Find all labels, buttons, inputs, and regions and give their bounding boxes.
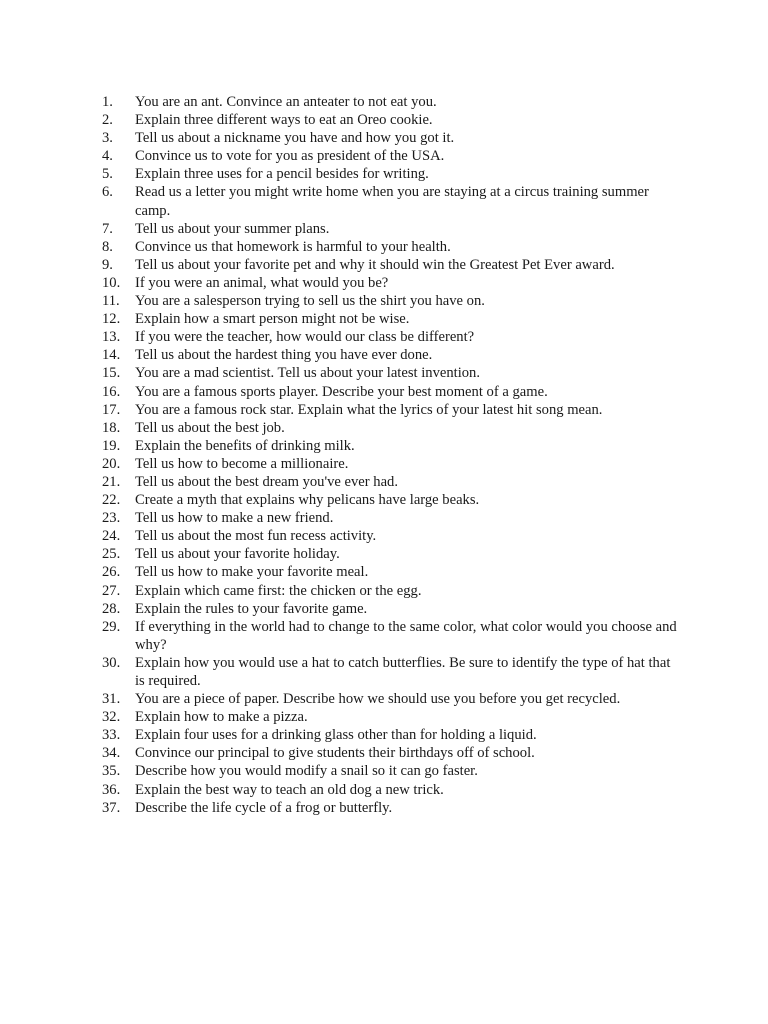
prompt-text: Explain three different ways to eat an Oreo cookie. xyxy=(135,112,433,129)
prompt-text: Tell us about the best dream you've ever had. xyxy=(135,473,398,490)
prompt-item xyxy=(102,238,682,256)
prompt-number: 37. xyxy=(102,799,121,816)
prompt-item xyxy=(102,654,682,690)
prompt-text: Tell us about a nickname you have and how you got it. xyxy=(135,130,455,147)
prompt-item xyxy=(102,147,682,165)
prompt-number: 11. xyxy=(102,293,120,310)
prompt-item xyxy=(102,383,682,401)
prompt-item xyxy=(102,419,682,437)
prompt-item xyxy=(102,545,682,563)
prompt-item xyxy=(102,762,682,780)
prompt-number: 18. xyxy=(102,419,121,436)
prompt-item xyxy=(102,509,682,527)
prompt-item xyxy=(102,799,682,817)
prompt-text: You are an ant. Convince an anteater to not eat you. xyxy=(135,94,437,110)
prompt-text: Convince our principal to give students their birthdays off of school. xyxy=(135,745,535,762)
prompt-item xyxy=(102,183,682,219)
prompt-item xyxy=(102,93,682,111)
prompt-number: 32. xyxy=(102,709,121,726)
prompt-text: Explain how a smart person might not be wise. xyxy=(135,311,410,328)
prompt-text: Tell us how to become a millionaire. xyxy=(135,455,349,472)
prompt-item xyxy=(102,781,682,799)
prompt-number: 13. xyxy=(102,329,121,346)
prompt-item xyxy=(102,328,682,346)
prompt-text: Explain the rules to your favorite game. xyxy=(135,600,368,617)
prompt-number: 19. xyxy=(102,437,121,454)
prompt-number: 34. xyxy=(102,745,121,762)
prompt-number: 23. xyxy=(102,510,121,527)
prompt-item xyxy=(102,129,682,147)
prompt-number: 14. xyxy=(102,347,121,364)
prompt-number: 25. xyxy=(102,546,121,563)
prompt-text: Tell us about the best job. xyxy=(135,419,285,436)
prompt-number: 7. xyxy=(102,220,113,237)
prompt-number: 21. xyxy=(102,473,121,490)
prompt-item xyxy=(102,401,682,419)
prompt-number: 3. xyxy=(102,130,113,147)
prompt-item xyxy=(102,346,682,364)
prompt-text: Tell us about your favorite pet and why it should win the Greatest Pet Ever award. xyxy=(135,256,615,273)
prompt-item xyxy=(102,582,682,600)
prompt-text: Explain the best way to teach an old dog a new trick. xyxy=(135,781,444,798)
prompt-item xyxy=(102,111,682,129)
prompt-number: 8. xyxy=(102,238,113,255)
prompt-number: 22. xyxy=(102,492,121,509)
prompt-number: 15. xyxy=(102,365,121,382)
prompt-item xyxy=(102,220,682,238)
prompt-number: 5. xyxy=(102,166,113,183)
prompt-item xyxy=(102,563,682,581)
prompt-item xyxy=(102,708,682,726)
prompt-text: You are a piece of paper. Describe how we should use you before you get recycled. xyxy=(135,691,621,708)
prompt-item xyxy=(102,690,682,708)
prompt-item xyxy=(102,491,682,509)
prompt-text: You are a salesperson trying to sell us the shirt you have on. xyxy=(135,293,485,310)
prompt-text: Explain how to make a pizza. xyxy=(135,709,308,726)
prompt-text: Tell us about your favorite holiday. xyxy=(135,546,340,563)
prompt-text: Convince us that homework is harmful to your health. xyxy=(135,238,451,255)
prompt-text: Tell us how to make your favorite meal. xyxy=(135,564,369,581)
prompt-text: Explain the benefits of drinking milk. xyxy=(135,437,355,454)
prompt-item xyxy=(102,165,682,183)
prompt-text: Tell us about your summer plans. xyxy=(135,220,330,237)
prompt-number: 16. xyxy=(102,383,121,400)
prompt-item xyxy=(102,256,682,274)
prompt-number: 30. xyxy=(102,654,121,671)
prompt-text: If everything in the world had to change to the same color, what color would you choose and why? xyxy=(135,618,677,653)
prompt-text: Tell us about the hardest thing you have ever done. xyxy=(135,347,433,364)
prompt-list xyxy=(102,93,682,817)
prompt-text: Describe how you would modify a snail so it can go faster. xyxy=(135,763,478,780)
prompt-item xyxy=(102,274,682,292)
prompt-number: 1. xyxy=(102,94,113,110)
prompt-text: You are a famous rock star. Explain what the lyrics of your latest hit song mean. xyxy=(135,401,603,418)
prompt-number: 2. xyxy=(102,112,113,129)
prompt-text: Read us a letter you might write home when you are staying at a circus training summer camp. xyxy=(135,184,649,219)
prompt-item xyxy=(102,455,682,473)
prompt-item xyxy=(102,600,682,618)
prompt-number: 4. xyxy=(102,148,113,165)
prompt-number: 29. xyxy=(102,618,121,635)
prompt-text: If you were the teacher, how would our class be different? xyxy=(135,329,475,346)
prompt-text: Explain three uses for a pencil besides for writing. xyxy=(135,166,429,183)
prompt-number: 33. xyxy=(102,727,121,744)
prompt-number: 28. xyxy=(102,600,121,617)
prompt-text: You are a mad scientist. Tell us about your latest invention. xyxy=(135,365,480,382)
prompt-text: Explain which came first: the chicken or the egg. xyxy=(135,582,422,599)
prompt-number: 17. xyxy=(102,401,121,418)
prompt-text: If you were an animal, what would you be? xyxy=(135,274,389,291)
prompt-number: 6. xyxy=(102,184,113,201)
prompt-item xyxy=(102,292,682,310)
prompt-number: 35. xyxy=(102,763,121,780)
prompt-text: Tell us about the most fun recess activity. xyxy=(135,528,377,545)
prompt-number: 10. xyxy=(102,274,121,291)
prompt-text: Explain how you would use a hat to catch butterflies. Be sure to identify the type of hat that is required. xyxy=(135,654,671,689)
prompt-number: 26. xyxy=(102,564,121,581)
prompt-text: You are a famous sports player. Describe your best moment of a game. xyxy=(135,383,548,400)
prompt-item xyxy=(102,618,682,654)
prompt-number: 9. xyxy=(102,256,113,273)
prompt-number: 27. xyxy=(102,582,121,599)
prompt-item xyxy=(102,310,682,328)
prompt-number: 31. xyxy=(102,691,121,708)
prompt-item xyxy=(102,364,682,382)
prompt-number: 36. xyxy=(102,781,121,798)
prompt-text: Convince us to vote for you as president of the USA. xyxy=(135,148,445,165)
prompt-item xyxy=(102,527,682,545)
prompt-number: 12. xyxy=(102,311,121,328)
prompt-number: 24. xyxy=(102,528,121,545)
prompt-text: Create a myth that explains why pelicans have large beaks. xyxy=(135,492,480,509)
prompt-text: Describe the life cycle of a frog or butterfly. xyxy=(135,799,393,816)
prompt-text: Explain four uses for a drinking glass other than for holding a liquid. xyxy=(135,727,537,744)
prompt-item xyxy=(102,744,682,762)
prompt-item xyxy=(102,473,682,491)
prompt-text: Tell us how to make a new friend. xyxy=(135,510,334,527)
prompt-item xyxy=(102,726,682,744)
prompt-number: 20. xyxy=(102,455,121,472)
prompt-item xyxy=(102,437,682,455)
